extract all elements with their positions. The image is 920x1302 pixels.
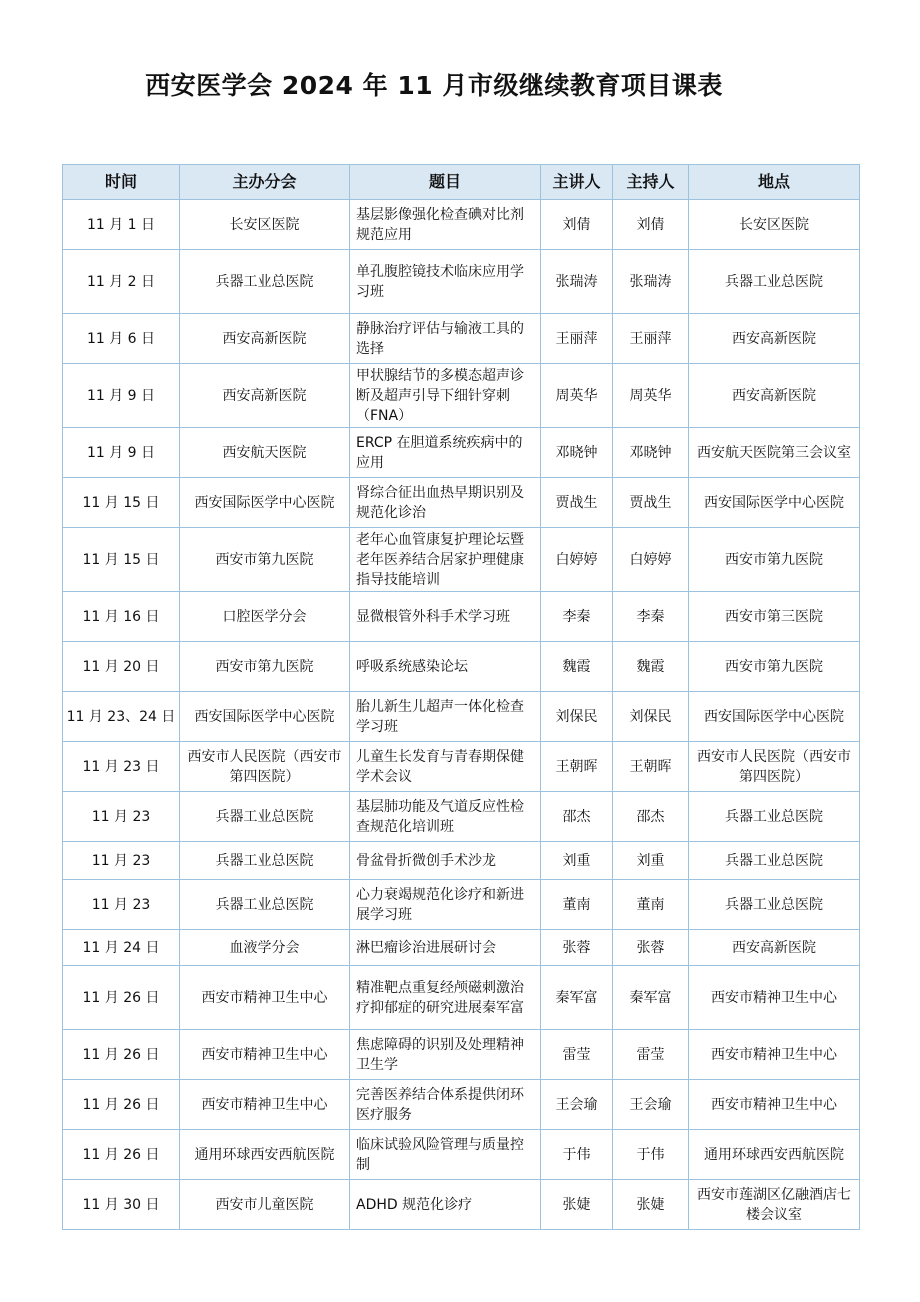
table-row <box>63 592 860 642</box>
cell-topic: 甲状腺结节的多模态超声诊断及超声引导下细针穿刺（FNA） <box>350 364 541 428</box>
cell-date: 11 月 23 <box>63 842 180 880</box>
cell-date: 11 月 15 日 <box>63 528 180 592</box>
cell-location: 长安区医院 <box>689 200 860 250</box>
cell-speaker: 刘保民 <box>541 692 613 742</box>
cell-speaker: 张蓉 <box>541 930 613 966</box>
table-row <box>63 842 860 880</box>
cell-host: 贾战生 <box>613 478 689 528</box>
table-header <box>63 165 860 200</box>
cell-host: 魏霞 <box>613 642 689 692</box>
cell-organizer: 兵器工业总医院 <box>180 250 350 314</box>
cell-speaker: 魏霞 <box>541 642 613 692</box>
cell-speaker: 周英华 <box>541 364 613 428</box>
cell-location: 兵器工业总医院 <box>689 792 860 842</box>
cell-topic: 显微根管外科手术学习班 <box>350 592 541 642</box>
cell-topic: 临床试验风险管理与质量控制 <box>350 1130 541 1180</box>
cell-date: 11 月 2 日 <box>63 250 180 314</box>
cell-topic: 胎儿新生儿超声一体化检查学习班 <box>350 692 541 742</box>
cell-organizer: 西安市人民医院（西安市第四医院） <box>180 742 350 792</box>
cell-speaker: 张瑞涛 <box>541 250 613 314</box>
table-row <box>63 880 860 930</box>
cell-date: 11 月 26 日 <box>63 966 180 1030</box>
cell-location: 西安市精神卫生中心 <box>689 1080 860 1130</box>
cell-speaker: 董南 <box>541 880 613 930</box>
cell-host: 张婕 <box>613 1180 689 1230</box>
cell-date: 11 月 23 日 <box>63 742 180 792</box>
table-row <box>63 742 860 792</box>
cell-organizer: 西安市精神卫生中心 <box>180 1080 350 1130</box>
header-host: 主持人 <box>613 165 689 200</box>
table-row <box>63 692 860 742</box>
cell-speaker: 白婷婷 <box>541 528 613 592</box>
schedule-table <box>62 164 860 1230</box>
cell-location: 通用环球西安西航医院 <box>689 1130 860 1180</box>
cell-organizer: 西安市第九医院 <box>180 642 350 692</box>
cell-speaker: 雷莹 <box>541 1030 613 1080</box>
cell-date: 11 月 23 <box>63 880 180 930</box>
cell-date: 11 月 23、24 日 <box>63 692 180 742</box>
cell-location: 西安市人民医院（西安市第四医院） <box>689 742 860 792</box>
table-row <box>63 364 860 428</box>
cell-host: 王朝晖 <box>613 742 689 792</box>
table-row <box>63 930 860 966</box>
table-row <box>63 250 860 314</box>
cell-speaker: 刘重 <box>541 842 613 880</box>
cell-topic: 呼吸系统感染论坛 <box>350 642 541 692</box>
cell-organizer: 西安市儿童医院 <box>180 1180 350 1230</box>
cell-date: 11 月 26 日 <box>63 1030 180 1080</box>
table-row <box>63 200 860 250</box>
cell-speaker: 李秦 <box>541 592 613 642</box>
cell-topic: 完善医养结合体系提供闭环医疗服务 <box>350 1080 541 1130</box>
header-organizer: 主办分会 <box>180 165 350 200</box>
header-location: 地点 <box>689 165 860 200</box>
cell-host: 周英华 <box>613 364 689 428</box>
cell-speaker: 邵杰 <box>541 792 613 842</box>
cell-topic: 骨盆骨折微创手术沙龙 <box>350 842 541 880</box>
cell-location: 西安国际医学中心医院 <box>689 692 860 742</box>
header-row <box>63 165 860 200</box>
cell-organizer: 西安市精神卫生中心 <box>180 1030 350 1080</box>
cell-location: 西安高新医院 <box>689 930 860 966</box>
cell-speaker: 张婕 <box>541 1180 613 1230</box>
table-row <box>63 1080 860 1130</box>
cell-topic: 精准靶点重复经颅磁刺激治疗抑郁症的研究进展秦军富 <box>350 966 541 1030</box>
cell-location: 西安市精神卫生中心 <box>689 1030 860 1080</box>
cell-topic: 焦虑障碍的识别及处理精神卫生学 <box>350 1030 541 1080</box>
cell-host: 秦军富 <box>613 966 689 1030</box>
cell-date: 11 月 6 日 <box>63 314 180 364</box>
cell-host: 王会瑜 <box>613 1080 689 1130</box>
cell-organizer: 通用环球西安西航医院 <box>180 1130 350 1180</box>
cell-organizer: 兵器工业总医院 <box>180 792 350 842</box>
cell-location: 西安高新医院 <box>689 364 860 428</box>
cell-organizer: 西安高新医院 <box>180 364 350 428</box>
cell-speaker: 于伟 <box>541 1130 613 1180</box>
cell-location: 西安市第三医院 <box>689 592 860 642</box>
cell-speaker: 贾战生 <box>541 478 613 528</box>
cell-host: 于伟 <box>613 1130 689 1180</box>
cell-topic: 单孔腹腔镜技术临床应用学习班 <box>350 250 541 314</box>
cell-topic: 心力衰竭规范化诊疗和新进展学习班 <box>350 880 541 930</box>
cell-topic: 肾综合征出血热早期识别及规范化诊治 <box>350 478 541 528</box>
cell-location: 西安市精神卫生中心 <box>689 966 860 1030</box>
cell-location: 兵器工业总医院 <box>689 842 860 880</box>
cell-location: 西安航天医院第三会议室 <box>689 428 860 478</box>
cell-host: 李秦 <box>613 592 689 642</box>
cell-host: 刘保民 <box>613 692 689 742</box>
table-row <box>63 528 860 592</box>
cell-host: 刘重 <box>613 842 689 880</box>
table-row <box>63 966 860 1030</box>
cell-host: 雷莹 <box>613 1030 689 1080</box>
cell-organizer: 兵器工业总医院 <box>180 880 350 930</box>
cell-location: 兵器工业总医院 <box>689 250 860 314</box>
cell-date: 11 月 15 日 <box>63 478 180 528</box>
cell-speaker: 王会瑜 <box>541 1080 613 1130</box>
cell-host: 董南 <box>613 880 689 930</box>
cell-host: 张蓉 <box>613 930 689 966</box>
cell-topic: ERCP 在胆道系统疾病中的应用 <box>350 428 541 478</box>
cell-organizer: 血液学分会 <box>180 930 350 966</box>
cell-speaker: 邓晓钟 <box>541 428 613 478</box>
cell-topic: 基层影像强化检查碘对比剂规范应用 <box>350 200 541 250</box>
cell-topic: ADHD 规范化诊疗 <box>350 1180 541 1230</box>
cell-organizer: 兵器工业总医院 <box>180 842 350 880</box>
cell-speaker: 王丽萍 <box>541 314 613 364</box>
cell-host: 白婷婷 <box>613 528 689 592</box>
cell-date: 11 月 24 日 <box>63 930 180 966</box>
cell-topic: 基层肺功能及气道反应性检查规范化培训班 <box>350 792 541 842</box>
cell-location: 西安国际医学中心医院 <box>689 478 860 528</box>
cell-host: 张瑞涛 <box>613 250 689 314</box>
header-speaker: 主讲人 <box>541 165 613 200</box>
cell-organizer: 口腔医学分会 <box>180 592 350 642</box>
cell-date: 11 月 23 <box>63 792 180 842</box>
header-date: 时间 <box>63 165 180 200</box>
table-row <box>63 1180 860 1230</box>
cell-topic: 老年心血管康复护理论坛暨老年医养结合居家护理健康指导技能培训 <box>350 528 541 592</box>
cell-location: 西安市莲湖区亿融酒店七楼会议室 <box>689 1180 860 1230</box>
cell-location: 西安高新医院 <box>689 314 860 364</box>
table-row <box>63 428 860 478</box>
cell-location: 兵器工业总医院 <box>689 880 860 930</box>
cell-date: 11 月 9 日 <box>63 364 180 428</box>
cell-host: 刘倩 <box>613 200 689 250</box>
cell-date: 11 月 9 日 <box>63 428 180 478</box>
cell-topic: 静脉治疗评估与输液工具的选择 <box>350 314 541 364</box>
table-row <box>63 478 860 528</box>
cell-date: 11 月 20 日 <box>63 642 180 692</box>
cell-host: 王丽萍 <box>613 314 689 364</box>
cell-date: 11 月 26 日 <box>63 1080 180 1130</box>
cell-topic: 淋巴瘤诊治进展研讨会 <box>350 930 541 966</box>
cell-host: 邓晓钟 <box>613 428 689 478</box>
cell-organizer: 西安国际医学中心医院 <box>180 692 350 742</box>
cell-organizer: 长安区医院 <box>180 200 350 250</box>
cell-date: 11 月 30 日 <box>63 1180 180 1230</box>
cell-organizer: 西安市精神卫生中心 <box>180 966 350 1030</box>
cell-topic: 儿童生长发育与青春期保健学术会议 <box>350 742 541 792</box>
table-row <box>63 1030 860 1080</box>
cell-speaker: 秦军富 <box>541 966 613 1030</box>
header-topic: 题目 <box>350 165 541 200</box>
cell-speaker: 王朝晖 <box>541 742 613 792</box>
table-row <box>63 642 860 692</box>
cell-organizer: 西安高新医院 <box>180 314 350 364</box>
cell-host: 邵杰 <box>613 792 689 842</box>
table-row <box>63 314 860 364</box>
cell-organizer: 西安市第九医院 <box>180 528 350 592</box>
table-row <box>63 1130 860 1180</box>
cell-organizer: 西安国际医学中心医院 <box>180 478 350 528</box>
cell-location: 西安市第九医院 <box>689 528 860 592</box>
cell-organizer: 西安航天医院 <box>180 428 350 478</box>
cell-speaker: 刘倩 <box>541 200 613 250</box>
cell-date: 11 月 26 日 <box>63 1130 180 1180</box>
page-title: 西安医学会 2024 年 11 月市级继续教育项目课表 <box>145 71 723 100</box>
table-row <box>63 792 860 842</box>
cell-date: 11 月 1 日 <box>63 200 180 250</box>
cell-date: 11 月 16 日 <box>63 592 180 642</box>
cell-location: 西安市第九医院 <box>689 642 860 692</box>
table-body <box>63 200 860 1230</box>
